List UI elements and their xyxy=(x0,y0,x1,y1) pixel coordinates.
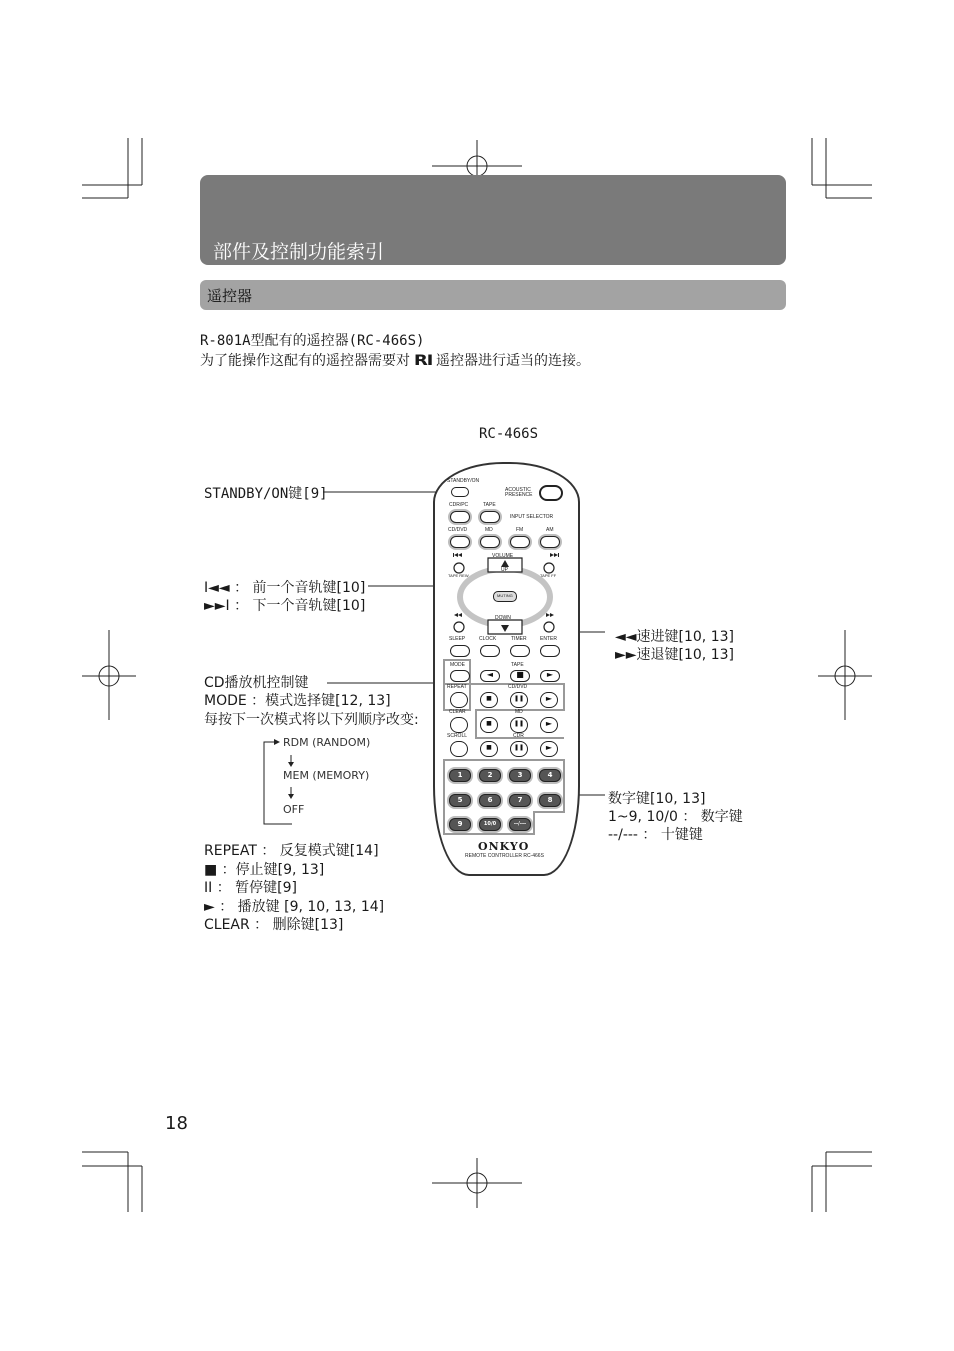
intro-text-a: 为了能操作这配有的遥控器需要对 xyxy=(200,353,410,369)
callout-mode-desc: 每按下一次模式将以下列顺序改变: xyxy=(204,712,419,728)
intro-line-1: R-801A型配有的遥控器(RC-466S) xyxy=(200,333,425,349)
remote-fm-label: FM xyxy=(516,527,524,533)
cd-dvd-input-button[interactable] xyxy=(450,536,470,548)
callout-cd-title: CD播放机控制键 xyxy=(204,675,309,691)
section-title: 遥控器 xyxy=(207,287,253,305)
callout-prev: I◄◄ ： 前一个音轨键[10] xyxy=(204,580,366,596)
num-key-6[interactable]: 6 xyxy=(479,794,501,807)
remote-scroll-label: SCROLL xyxy=(447,733,468,739)
callout-dash-desc: --/--- ： 十键键 xyxy=(608,827,703,843)
md-stop-icon: ■ xyxy=(486,720,492,727)
remote-input-selector-label: INPUT SELECTOR xyxy=(510,514,554,520)
clear-button[interactable] xyxy=(450,717,468,733)
remote-tape-ff-label: TAPE FF xyxy=(540,573,557,578)
tape-play-icon: ► xyxy=(546,670,554,679)
enter-button[interactable] xyxy=(540,645,560,657)
num-key-7[interactable]: 7 xyxy=(509,794,531,807)
tape-reverse-icon: ◄ xyxy=(486,670,494,679)
callout-pause: II ： 暂停键[9] xyxy=(204,880,297,896)
callout-mode: MODE ：模式选择键[12, 13] xyxy=(204,693,391,709)
callout-repeat: REPEAT ： 反复模式键[14] xyxy=(204,843,379,859)
callout-num-desc: 1~9, 10/0 ： 数字键 xyxy=(608,809,743,825)
am-button[interactable] xyxy=(540,536,560,548)
mode-button[interactable] xyxy=(450,670,470,682)
md-input-button[interactable] xyxy=(480,536,500,548)
timer-button[interactable] xyxy=(510,645,530,657)
model-label: RC-466S xyxy=(479,426,539,442)
fm-button[interactable] xyxy=(510,536,530,548)
tape-stop-icon: ■ xyxy=(516,670,524,679)
clock-button[interactable] xyxy=(480,645,500,657)
callout-rew: ◄◄速进键[10, 13] xyxy=(615,629,734,645)
remote-cddvd-section-label: CD/DVD xyxy=(508,684,528,690)
num-key-4[interactable]: 4 xyxy=(539,769,561,782)
callout-stop: ■ ：停止键[9, 13] xyxy=(204,862,325,878)
num-key-dash[interactable]: --/--- xyxy=(509,818,531,831)
page-title: 部件及控制功能索引 xyxy=(213,241,385,263)
tape-input-button[interactable] xyxy=(480,511,500,523)
remote-enter-label: ENTER xyxy=(540,636,557,642)
mode-seq-mem: MEM (MEMORY) xyxy=(283,769,370,782)
callout-ff: ►►速退键[10, 13] xyxy=(615,647,734,663)
num-key-8[interactable]: 8 xyxy=(539,794,561,807)
cdr-pc-button[interactable] xyxy=(450,511,470,523)
remote-volume-label: VOLUME xyxy=(492,553,514,559)
page-number: 18 xyxy=(165,1113,188,1134)
cdr-pause-icon: ❚❚ xyxy=(513,744,525,751)
remote-brand-logo: ONKYO xyxy=(478,840,530,853)
ri-logo: RI xyxy=(413,353,433,369)
remote-muting-label: MUTING xyxy=(497,593,513,598)
remote-cddvd-label: CD/DVD xyxy=(448,527,468,533)
num-key-3[interactable]: 3 xyxy=(509,769,531,782)
remote-footer-label: REMOTE CONTROLLER RC-466S xyxy=(465,853,544,859)
cd-pause-icon: ❚❚ xyxy=(513,695,525,702)
num-key-9[interactable]: 9 xyxy=(449,818,471,831)
remote-sleep-label: SLEEP xyxy=(449,636,466,642)
remote-timer-label: TIMER xyxy=(511,636,527,642)
callout-play: ► ： 播放键 [9, 10, 13, 14] xyxy=(204,899,385,915)
remote-standby-label: STANDBY/ON xyxy=(447,478,480,484)
scroll-button[interactable] xyxy=(450,741,468,757)
remote-clock-label: CLOCK xyxy=(479,636,497,642)
remote-mode-label: MODE xyxy=(450,662,465,668)
cd-play-icon: ► xyxy=(545,694,553,703)
num-key-5[interactable]: 5 xyxy=(449,794,471,807)
remote-md-label: MD xyxy=(485,527,493,533)
cd-stop-icon: ■ xyxy=(486,695,492,702)
remote-cdr-label: CDR xyxy=(513,733,524,739)
remote-md-section-label: MD xyxy=(515,709,523,715)
remote-repeat-label: REPEAT xyxy=(447,684,467,690)
mode-seq-off: OFF xyxy=(283,803,305,816)
cdr-play-icon: ► xyxy=(545,743,553,752)
cdr-stop-icon: ■ xyxy=(486,744,492,751)
callout-next: ►►I ： 下一个音轨键[10] xyxy=(204,598,366,614)
remote-clear-label: CLEAR xyxy=(449,709,466,715)
intro-text-b: 遥控器进行适当的连接。 xyxy=(436,353,590,369)
md-pause-icon: ❚❚ xyxy=(513,720,525,727)
remote-cdrpc-label: CDR/PC xyxy=(449,502,469,508)
callout-numkeys: 数字键[10, 13] xyxy=(608,791,706,807)
sleep-button[interactable] xyxy=(450,645,470,657)
remote-tape-section-label: TAPE xyxy=(511,662,524,668)
repeat-button[interactable] xyxy=(450,692,468,708)
remote-down-label: DOWN xyxy=(495,615,511,621)
num-key-1[interactable]: 1 xyxy=(449,769,471,782)
callout-clear: CLEAR ： 删除键[13] xyxy=(204,917,344,933)
callout-standby: STANDBY/ON键[9] xyxy=(204,486,328,502)
num-key-2[interactable]: 2 xyxy=(479,769,501,782)
standby-button[interactable] xyxy=(451,487,469,497)
mode-seq-rdm: RDM (RANDOM) xyxy=(283,736,371,749)
num-key-10-0[interactable]: 10/0 xyxy=(479,818,501,831)
acoustic-presence-button[interactable] xyxy=(539,485,563,501)
remote-acoustic-label: ACOUSTIC PRESENCE xyxy=(505,487,533,498)
remote-up-label: UP xyxy=(501,567,508,573)
remote-tape-rew-label: TAPE REW xyxy=(448,573,469,578)
remote-am-label: AM xyxy=(546,527,554,533)
remote-tape-label: TAPE xyxy=(483,502,496,508)
md-play-icon: ► xyxy=(545,719,553,728)
